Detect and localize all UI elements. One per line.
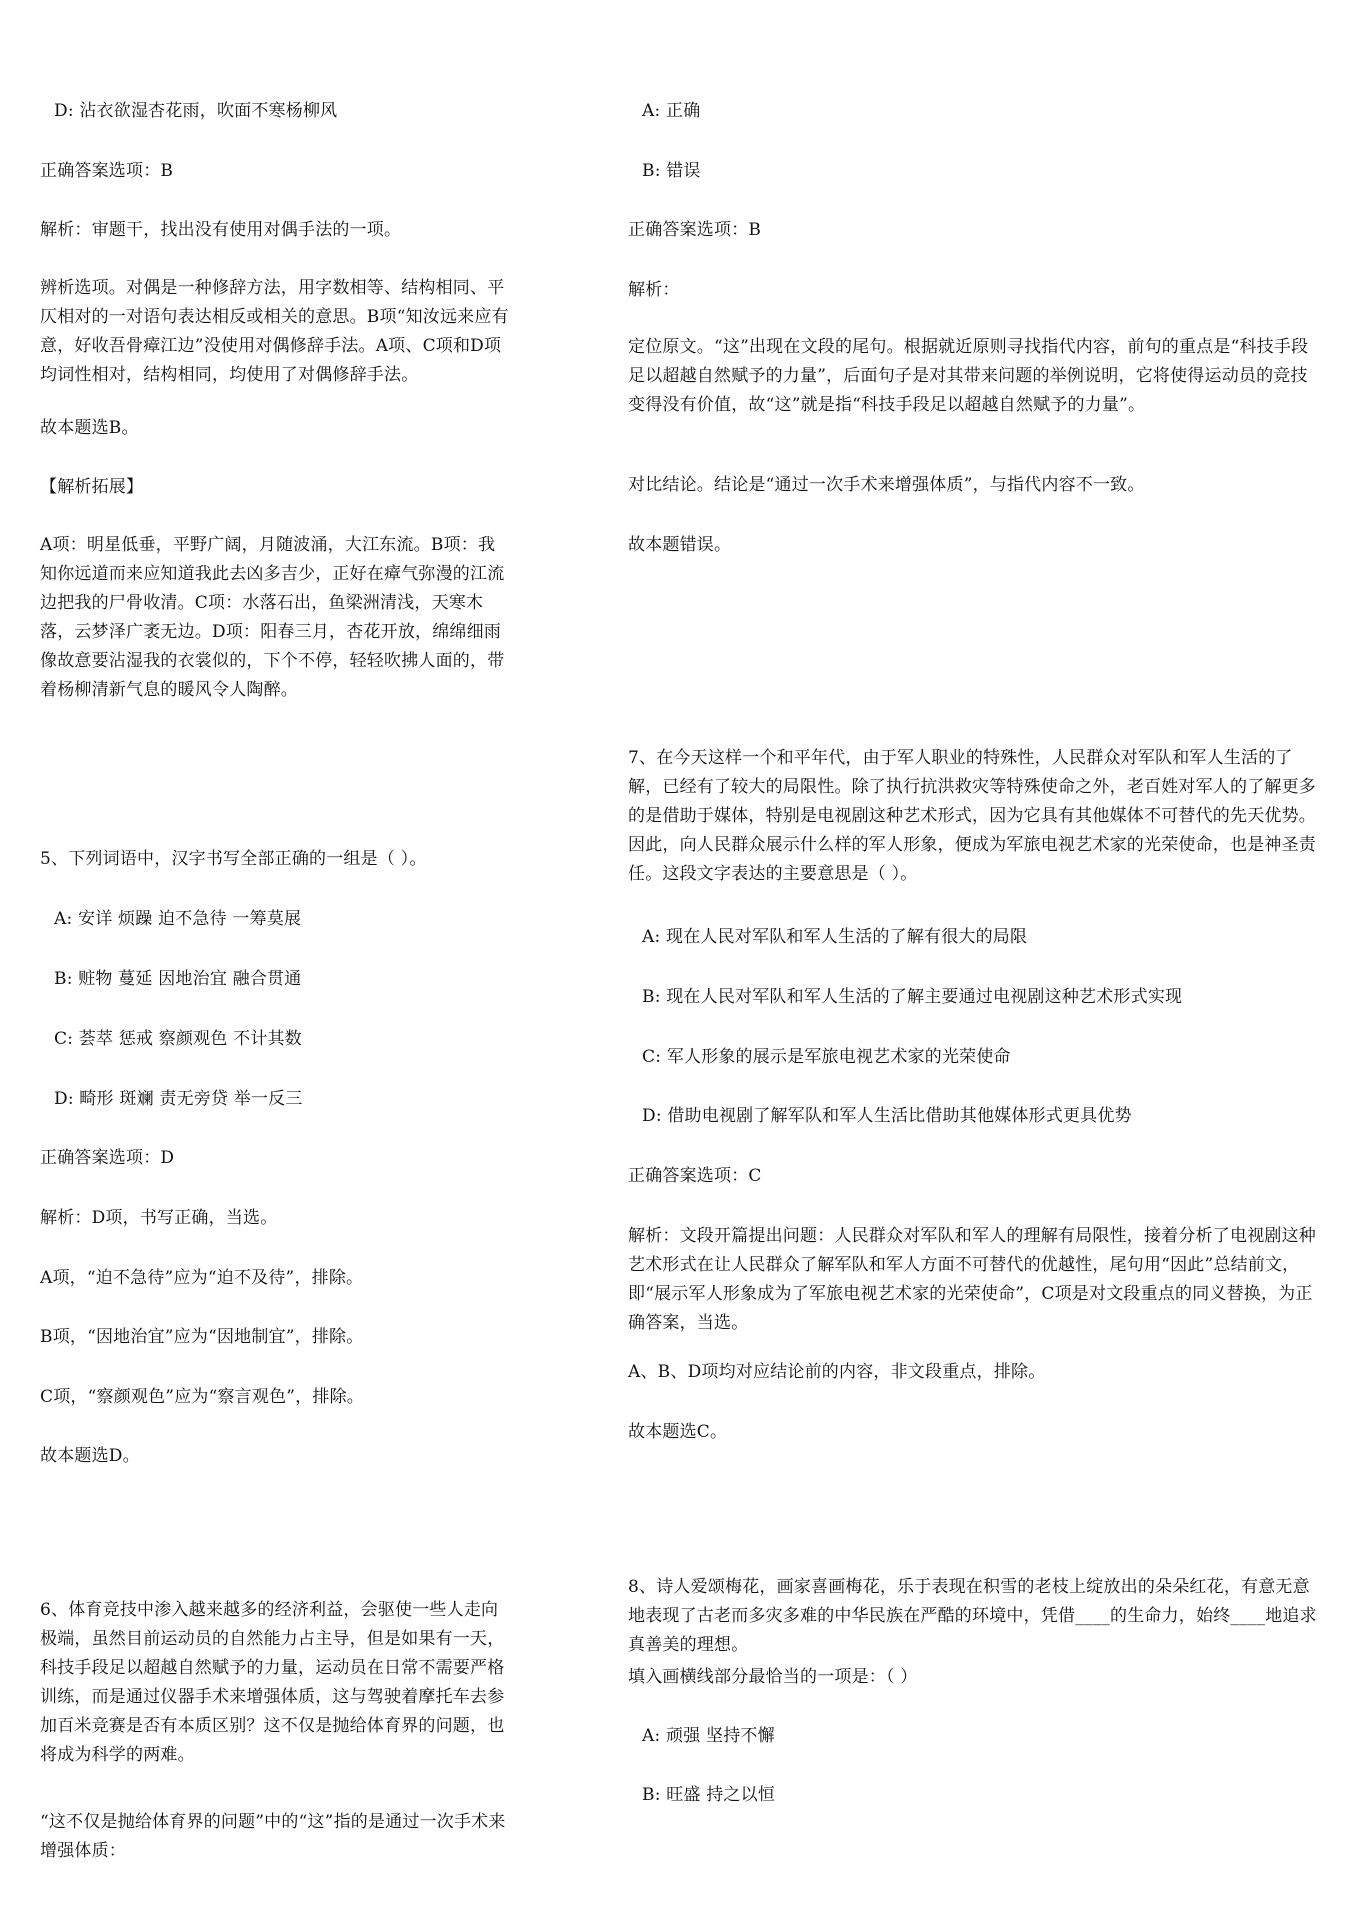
analysis-paragraph: 故本题选B。: [40, 418, 139, 438]
option-d: D: 借助电视剧了解军队和军人生活比借助其他媒体形式更具优势: [642, 1106, 1132, 1126]
analysis-paragraph: 解析：文段开篇提出问题：人民群众对军队和军人的理解有局限性，接着分析了电视剧这种艺术形式在让人民群众了解军队和军人方面不可替代的优越性，尾句用“因此”总结前文，即“展示军人形象成为了军旅电视艺术家的光荣使命”，C项是对文段重点的同义替换，为正确答案，当选。: [628, 1226, 1316, 1333]
analysis-paragraph: B项，“因地治宜”应为“因地制宜”，排除。: [40, 1327, 364, 1347]
option-b: B: 现在人民对军队和军人生活的了解主要通过电视剧这种艺术形式实现: [642, 987, 1183, 1007]
answer-line: 正确答案选项：D: [40, 1148, 175, 1168]
analysis-paragraph: 解析：: [628, 280, 680, 300]
analysis-paragraph: 故本题错误。: [628, 535, 732, 555]
option-c: C: 荟萃 惩戒 察颜观色 不计其数: [54, 1029, 302, 1049]
option-b: B: 旺盛 持之以恒: [642, 1785, 776, 1805]
analysis-paragraph: 定位原文。“这”出现在文段的尾句。根据就近原则寻找指代内容，前句的重点是“科技手段足以超越自然赋予的力量”，后面句子是对其带来问题的举例说明，它将使得运动员的竞技变得没有价值，故“这”就是指“科技手段足以超越自然赋予的力量”。: [628, 337, 1309, 415]
option-a: A: 安详 烦躁 迫不急待 一筹莫展: [54, 909, 302, 929]
option-a: A: 现在人民对军队和军人生活的了解有很大的局限: [642, 927, 1028, 947]
analysis-paragraph: A项，“迫不急待”应为“迫不及待”，排除。: [40, 1268, 364, 1288]
analysis-paragraph: A项：明星低垂，平野广阔，月随波涌，大江东流。B项：我知你远道而来应知道我此去凶多吉少，正好在瘴气弥漫的江流边把我的尸骨收清。C项：水落石出，鱼梁洲清浅，天寒木落，云梦泽广袤无边。D项：阳春三月，杏花开放，绵绵细雨像故意要沾湿我的衣裳似的，下个不停，轻轻吹拂人面的，带着杨柳清新气息的暖风令人陶醉。: [40, 535, 505, 700]
analysis-paragraph: “这不仅是抛给体育界的问题”中的“这”指的是通过一次手术来增强体质：: [40, 1812, 506, 1861]
left-column: [40, 0, 510, 1924]
option-d: D: 沾衣欲湿杏花雨，吹面不寒杨柳风: [54, 101, 338, 121]
analysis-paragraph: 故本题选D。: [40, 1446, 140, 1466]
option-d: D: 畸形 斑斓 责无旁贷 举一反三: [54, 1089, 303, 1109]
section-heading: 【解析拓展】: [40, 477, 144, 497]
question-stem-8: 8、诗人爱颂梅花，画家喜画梅花，乐于表现在积雪的老枝上绽放出的朵朵红花，有意无意地表现了古老而多灾多难的中华民族在严酷的环境中，凭借____的生命力，始终____地追求真善美的理想。: [628, 1577, 1317, 1655]
question-stem-6: 6、体育竞技中渗入越来越多的经济利益，会驱使一些人走向极端，虽然目前运动员的自然能力占主导，但是如果有一天，科技手段足以超越自然赋予的力量，运动员在日常不需要严格训练，而是通过仪器手术来增强体质，这与驾驶着摩托车去参加百米竞赛是否有本质区别？这不仅是抛给体育界的问题，也将成为科学的两难。: [40, 1600, 505, 1765]
question-stem-5: 5、下列词语中，汉字书写全部正确的一组是（ ）。: [40, 849, 427, 869]
option-b: B: 赃物 蔓延 因地治宜 融合贯通: [54, 969, 302, 989]
analysis-paragraph: 填入画横线部分最恰当的一项是：（ ）: [628, 1667, 918, 1687]
analysis-paragraph: 解析：审题干，找出没有使用对偶手法的一项。: [40, 220, 402, 240]
analysis-paragraph: 解析：D项，书写正确，当选。: [40, 1208, 278, 1228]
answer-line: 正确答案选项：C: [628, 1166, 762, 1186]
right-column: [628, 0, 1324, 1924]
option-a: A: 顽强 坚持不懈: [642, 1726, 775, 1746]
answer-line: 正确答案选项：B: [628, 220, 762, 240]
analysis-paragraph: 对比结论。结论是“通过一次手术来增强体质”，与指代内容不一致。: [628, 475, 1145, 495]
question-stem-7: 7、在今天这样一个和平年代，由于军人职业的特殊性，人民群众对军队和军人生活的了解，已经有了较大的局限性。除了执行抗洪救灾等特殊使命之外，老百姓对军人的了解更多的是借助于媒体，特别是电视剧这种艺术形式，因为它具有其他媒体不可替代的先天优势。因此，向人民群众展示什么样的军人形象，便成为军旅电视艺术家的光荣使命，也是神圣责任。这段文字表达的主要意思是（ ）。: [628, 748, 1316, 884]
analysis-paragraph: 故本题选C。: [628, 1422, 728, 1442]
option-c: C: 军人形象的展示是军旅电视艺术家的光荣使命: [642, 1047, 1011, 1067]
analysis-paragraph: C项，“察颜观色”应为“察言观色”，排除。: [40, 1387, 364, 1407]
analysis-paragraph: A、B、D项均对应结论前的内容，非文段重点，排除。: [628, 1362, 1046, 1382]
answer-line: 正确答案选项：B: [40, 161, 174, 181]
option-a: A: 正确: [642, 101, 701, 121]
option-b: B: 错误: [642, 161, 701, 181]
analysis-paragraph: 辨析选项。对偶是一种修辞方法，用字数相等、结构相同、平仄相对的一对语句表达相反或相关的意思。B项“知汝远来应有意，好收吾骨瘴江边”没使用对偶修辞手法。A项、C项和D项均词性相对，结构相同，均使用了对偶修辞手法。: [40, 278, 509, 385]
